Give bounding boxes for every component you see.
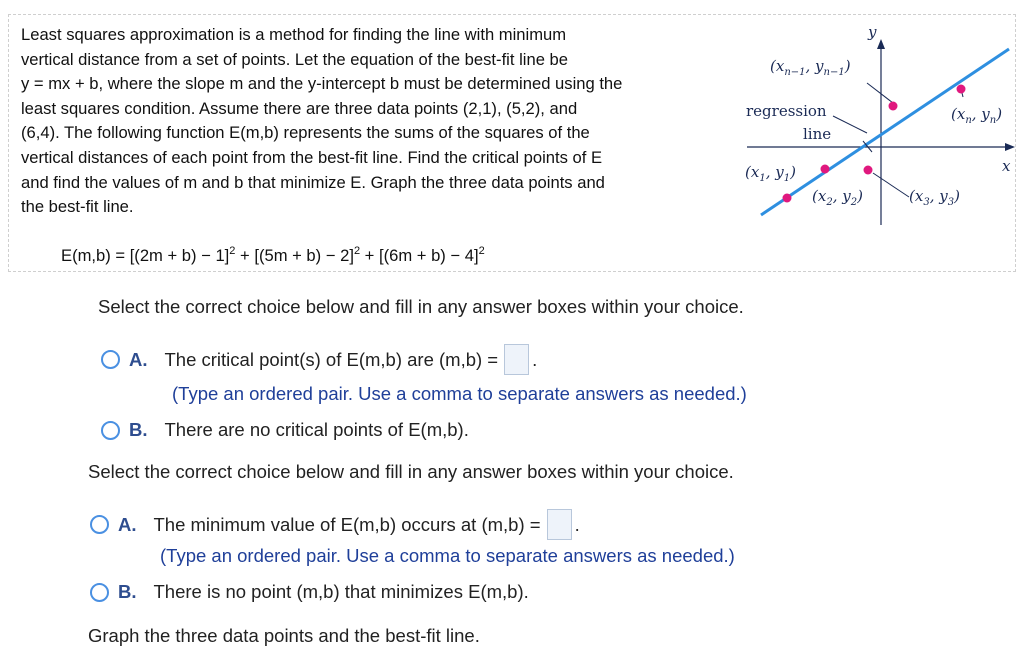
choice-letter: B. — [129, 419, 148, 440]
choice-text: There are no critical points of E(m,b). — [164, 419, 469, 440]
question-3-prompt: Graph the three data points and the best-fit line. — [88, 625, 480, 646]
data-point — [821, 165, 830, 174]
regression-figure — [737, 15, 1017, 235]
choice-text: The minimum value of E(m,b) occurs at (m,b) = — [153, 513, 541, 535]
problem-line: least squares condition. Assume there are three data points (2,1), (5,2), and — [21, 98, 578, 118]
y-axis-label: y — [868, 23, 877, 41]
problem-line: the best-fit line. — [21, 197, 134, 217]
question-2-prompt: Select the correct choice below and fill in any answer boxes within your choice. — [88, 461, 734, 482]
question-1-prompt: Select the correct choice below and fill in any answer boxes within your choice. — [98, 296, 744, 317]
problem-line: y = mx + b, where the slope m and the y-intercept b must be determined using the — [21, 74, 623, 94]
question-1-choice-b-radio[interactable] — [101, 421, 120, 440]
data-point — [889, 102, 898, 111]
choice-letter: A. — [118, 513, 137, 535]
problem-line: (6,4). The following function E(m,b) represents the sums of the squares of the — [21, 123, 590, 143]
problem-line: vertical distances of each point from the best-fit line. Find the critical points of E — [21, 147, 603, 167]
question-2-choice-b-radio[interactable] — [90, 583, 109, 602]
problem-statement-box — [8, 14, 1016, 272]
point-label-n: ($x_n$, $y_n$) — [951, 105, 1003, 126]
question-2-choice-a-radio[interactable] — [90, 515, 109, 534]
choice-letter: A. — [129, 348, 148, 370]
question-2-choice-a-hint: (Type an ordered pair. Use a comma to separate answers as needed.) — [160, 545, 735, 566]
x-axis-arrow — [1005, 143, 1015, 151]
data-point — [957, 85, 966, 94]
question-2-choice-a[interactable] — [90, 509, 580, 540]
question-1-choice-a-radio[interactable] — [101, 350, 120, 369]
problem-line: vertical distance from a set of points. Let the equation of the best-fit line be — [21, 49, 568, 69]
minimum-point-answer-box[interactable] — [547, 509, 572, 540]
point-label-2: ($x_2$, $y_2$) — [812, 187, 863, 208]
question-2-choice-b[interactable] — [90, 581, 529, 603]
question-1-choice-a-hint: (Type an ordered pair. Use a comma to separate answers as needed.) — [172, 383, 747, 404]
regression-label-1: regression — [746, 102, 827, 120]
residual-connector — [873, 173, 909, 197]
critical-point-answer-box[interactable] — [504, 344, 529, 375]
residual-connector — [867, 83, 893, 103]
data-point — [783, 194, 792, 203]
point-label-n-minus-1: ($x_{n-1}$, $y_{n-1}$) — [770, 57, 851, 78]
period: . — [574, 513, 580, 535]
problem-line: and find the values of m and b that minimize E. Graph the three data points and — [21, 172, 605, 192]
error-function-formula: $E(m,b) = [(2m + b) - 1]^2 + [(5m + b) - 2]^2 + [(6m + b) - 4]^2$ — [61, 245, 485, 265]
x-axis-label: x — [1002, 157, 1011, 175]
question-1-choice-a[interactable] — [101, 344, 537, 375]
problem-line: Least squares approximation is a method for finding the line with minimum — [21, 25, 567, 44]
choice-letter: B. — [118, 581, 137, 602]
period: . — [532, 348, 538, 370]
point-label-3: ($x_3$, $y_3$) — [909, 187, 960, 208]
data-point — [864, 166, 873, 175]
y-axis-arrow — [877, 39, 885, 49]
problem-text — [21, 23, 741, 220]
question-1-choice-b[interactable] — [101, 419, 469, 441]
choice-text: There is no point (m,b) that minimizes E(m,b). — [153, 581, 529, 602]
regression-label-2: line — [803, 125, 832, 143]
choice-text: The critical point(s) of E(m,b) are (m,b) = — [164, 348, 499, 370]
residual-connector — [833, 116, 867, 133]
point-label-1: ($x_1$, $y_1$) — [745, 163, 796, 184]
